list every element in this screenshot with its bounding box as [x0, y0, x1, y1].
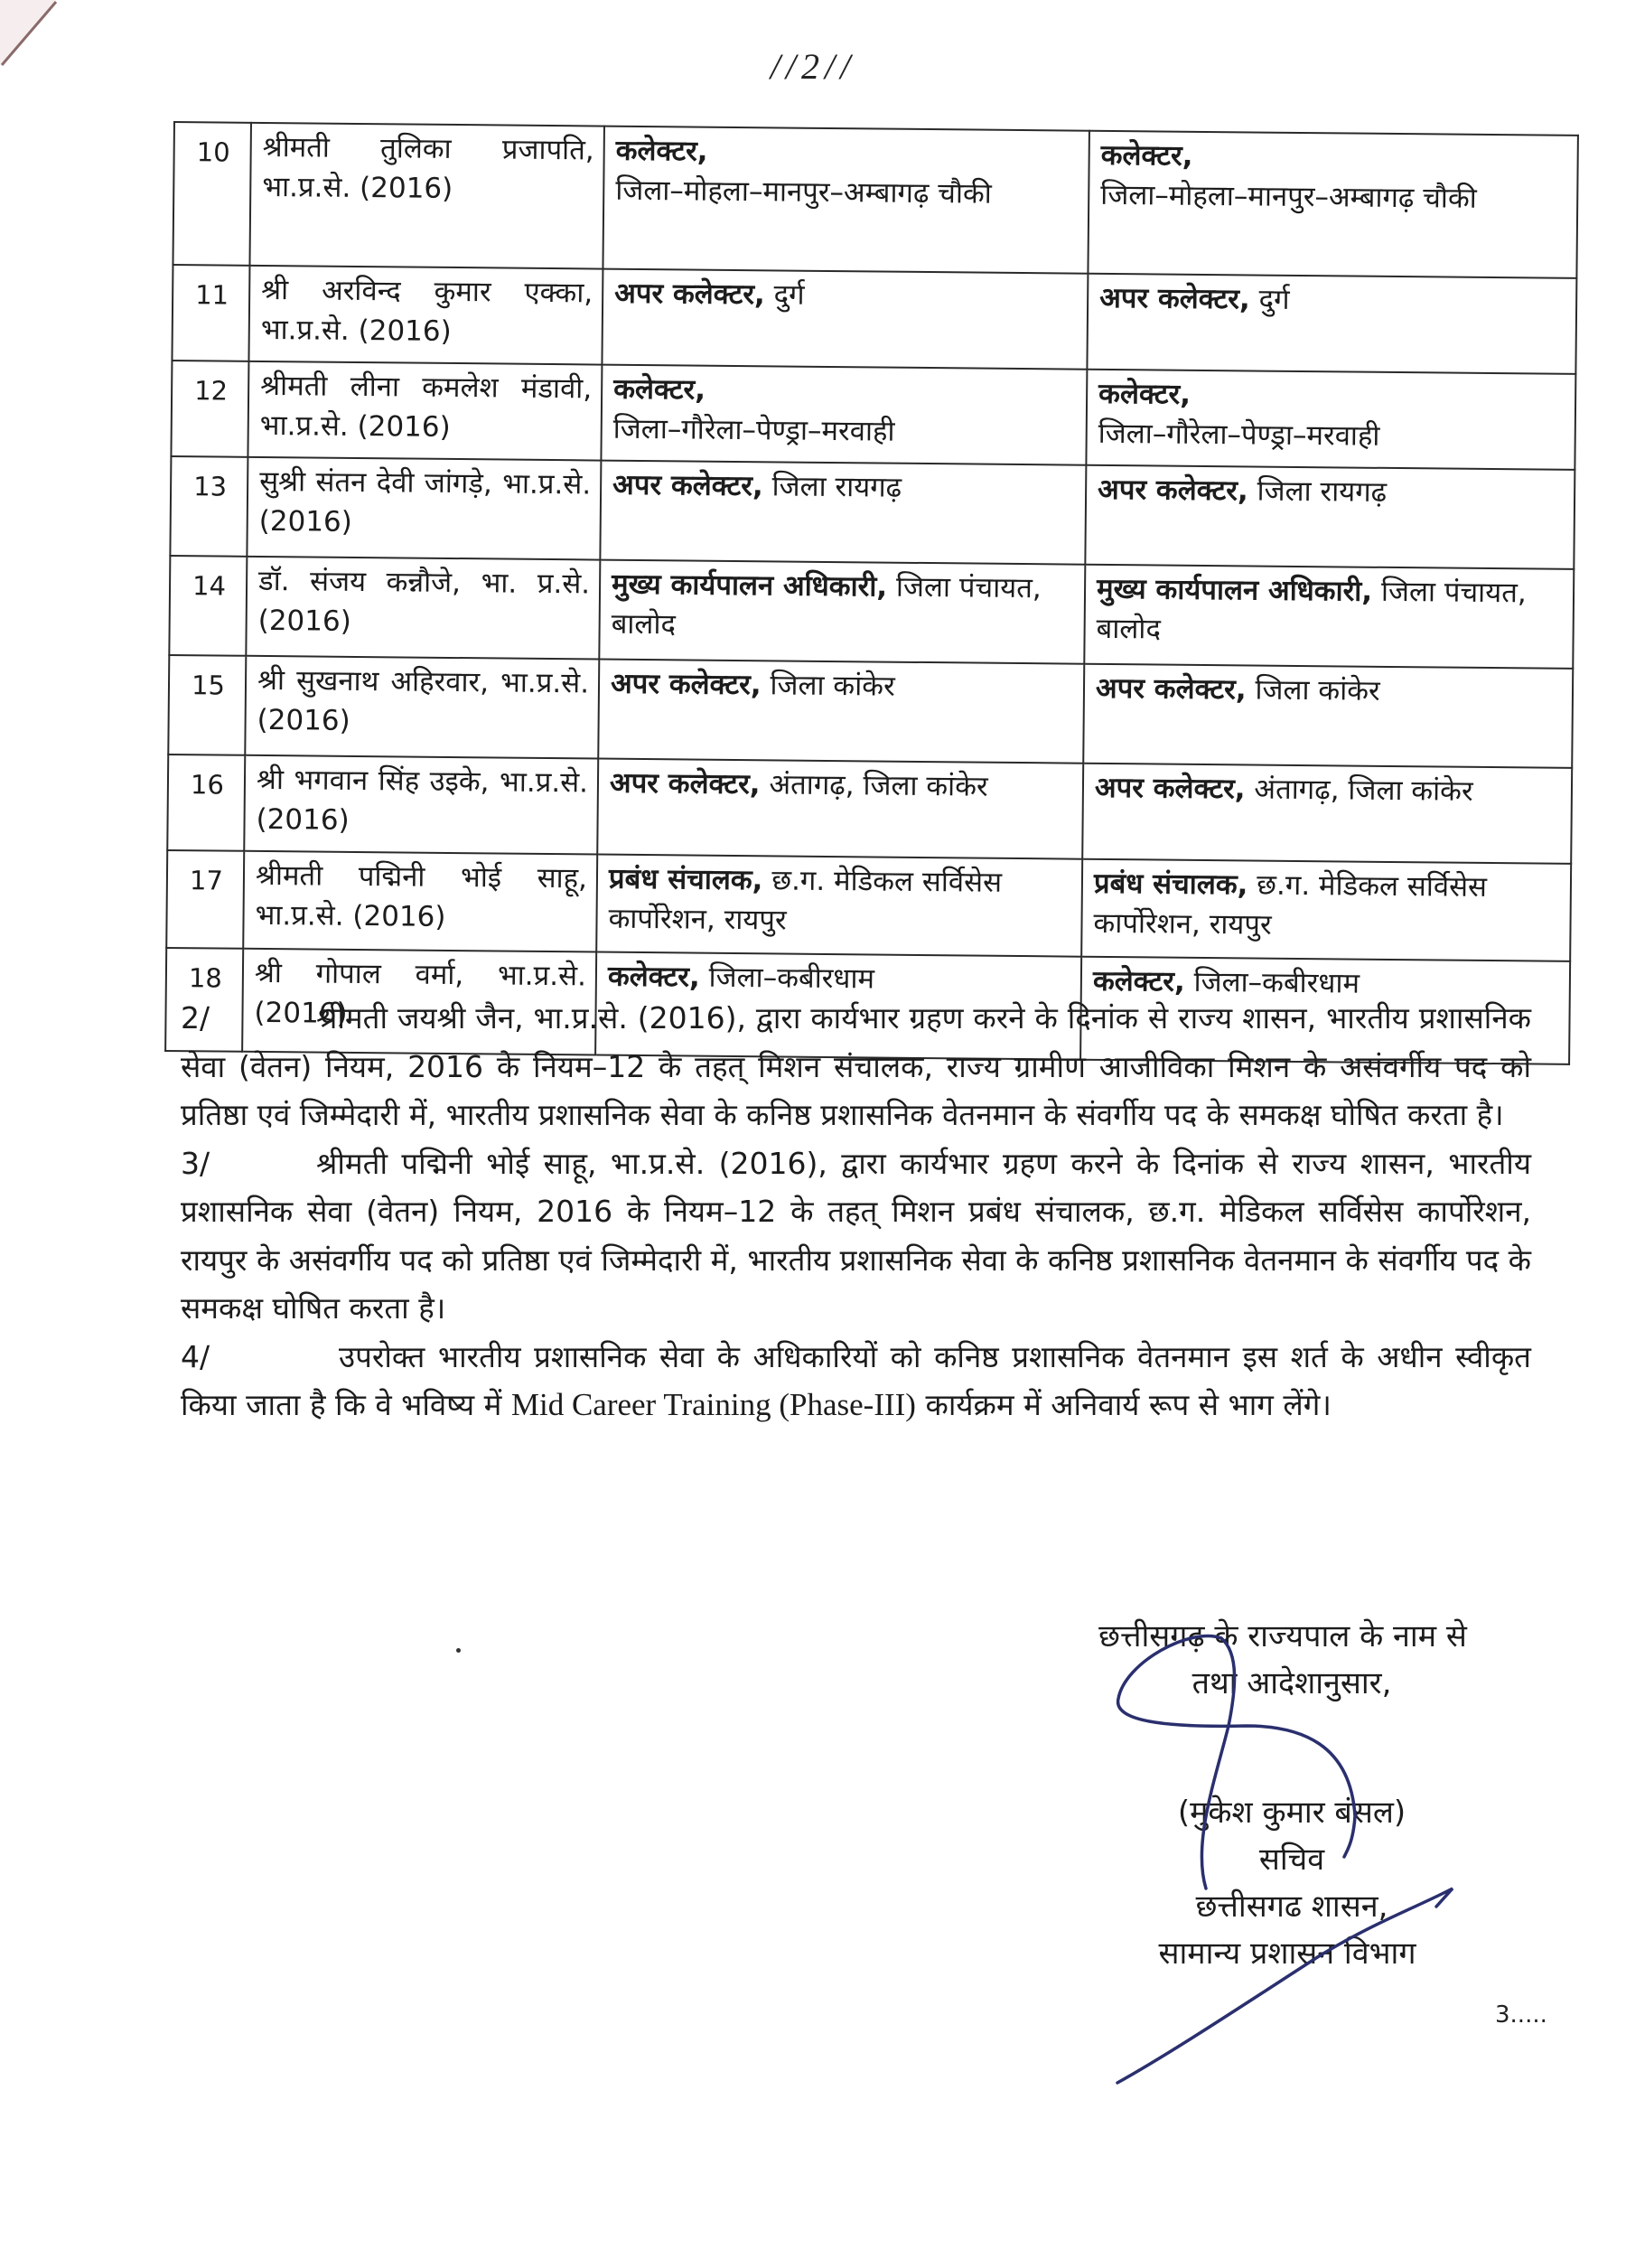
- serial-number-cell: 10: [173, 122, 251, 266]
- current-post-cell: [597, 759, 1083, 859]
- current-post-cell: [599, 560, 1085, 664]
- new-post-title: अपर कलेक्टर,: [1098, 281, 1250, 316]
- new-post-title: अपर कलेक्टर,: [1094, 771, 1246, 806]
- new-post-location: जिला रायगढ़: [1257, 474, 1388, 509]
- table-row: [170, 456, 1575, 569]
- officer-name-cell: श्रीमती पद्मिनी भोई साहू, भा.प्र.से. (2016): [243, 851, 597, 952]
- serial-number-cell: 16: [167, 754, 245, 851]
- current-post-location: जिला पंचायत, बालोद: [611, 570, 1042, 642]
- paragraph-text: उपरोक्त भारतीय प्रशासनिक सेवा के अधिकारियों को कनिष्ठ प्रशासनिक वेतनमान इस शर्त के अधीन स्वीकृत किया जाता है कि वे भविष्य में: [181, 1338, 1531, 1422]
- table-row: [169, 556, 1574, 669]
- officer-name-cell: श्रीमती लीना कमलेश मंडावी, भा.प्र.से. (2016): [248, 361, 602, 461]
- new-post-location: दुर्ग: [1258, 283, 1290, 316]
- new-post-location: अंतागढ़, जिला कांकेर: [1254, 773, 1473, 808]
- stray-ink-dot: [456, 1648, 461, 1653]
- current-post-title: कलेक्टर,: [613, 372, 706, 407]
- paragraph-3: [181, 1139, 1531, 1333]
- new-post-title: मुख्य कार्यपालन अधिकारी,: [1096, 572, 1373, 608]
- officer-name-cell: श्री भगवान सिंह उइके, भा.प्र.से. (2016): [244, 755, 598, 855]
- paragraph-number: 2/: [181, 1000, 210, 1036]
- current-post-cell: [603, 127, 1089, 274]
- new-post-cell: [1085, 465, 1575, 569]
- new-post-location: जिला–कबीरधाम: [1193, 965, 1360, 1000]
- current-post-location: छ.ग. मेडिकल सर्विसेस कार्पोरेशन, रायपुर: [608, 864, 1003, 937]
- serial-number-cell: 11: [172, 265, 249, 361]
- current-post-cell: [602, 269, 1088, 370]
- new-post-title: प्रबंध संचालक,: [1093, 867, 1248, 902]
- paragraph-number: 3/: [181, 1145, 210, 1181]
- page-number-mark: //2//: [770, 46, 856, 87]
- order-paragraphs: [181, 994, 1531, 1429]
- new-post-cell: [1087, 274, 1576, 374]
- current-post-cell: [601, 365, 1087, 465]
- new-post-location: जिला पंचायत, बालोद: [1096, 575, 1527, 646]
- paragraph-number: 4/: [181, 1338, 210, 1374]
- current-post-cell: [596, 855, 1082, 957]
- authority-line: छत्तीसगढ़ के राज्यपाल के नाम से: [1098, 1618, 1467, 1654]
- officer-name-cell: सुश्री संतन देवी जांगड़े, भा.प्र.से. (2016): [247, 457, 601, 560]
- table-row: [172, 265, 1576, 374]
- current-post-title: अपर कलेक्टर,: [610, 667, 762, 702]
- table-row: [166, 850, 1571, 961]
- current-post-location: जिला कांकेर: [770, 669, 895, 703]
- new-post-cell: [1082, 764, 1572, 864]
- new-post-title: कलेक्टर,: [1092, 964, 1185, 998]
- current-post-location: जिला रायगढ़: [771, 470, 902, 504]
- table-row: [167, 754, 1572, 864]
- signatory-designation: सचिव: [1258, 1842, 1325, 1878]
- current-post-title: मुख्य कार्यपालन अधिकारी,: [611, 567, 888, 604]
- officer-name-cell: श्रीमती तुलिका प्रजापति, भा.प्र.से. (2016): [249, 123, 603, 269]
- new-post-cell: [1081, 859, 1571, 961]
- current-post-location: जिला–गौरेला–पेण्ड्रा–मरवाही: [612, 412, 895, 448]
- paragraph-text: श्रीमती पद्मिनी भोई साहू, भा.प्र.से. (2016), द्वारा कार्यभार ग्रहण करने के दिनांक से राज्य शासन, भारतीय प्रशासनिक सेवा (वेतन) नियम, 2016 के नियम–12 के तहत् मिशन प्रबंध संचालक, छ.ग. मेडिकल सर्विसेस कार्पोरेशन, रायपुर के असंवर्गीय पद को प्रतिष्ठा एवं जिम्मेदारी में, भारतीय प्रशासनिक सेवा के कनिष्ठ प्रशासनिक वेतनमान के संवर्गीय पद के समकक्ष घोषित करता है।: [181, 1145, 1531, 1326]
- current-post-title: अपर कलेक्टर,: [609, 766, 761, 801]
- paragraph-text: श्रीमती जयश्री जैन, भा.प्र.से. (2016), द्वारा कार्यभार ग्रहण करने के दिनांक से राज्य शासन, भारतीय प्रशासनिक सेवा (वेतन) नियम, 2016 के नियम–12 के तहत् मिशन संचालक, राज्य ग्रामीण आजीविका मिशन के असंवर्गीय पद को प्रतिष्ठा एवं जिम्मेदारी में, भारतीय प्रशासनिक सेवा के कनिष्ठ प्रशासनिक वेतनमान के संवर्गीय पद के समकक्ष घोषित करता है।: [181, 1000, 1531, 1132]
- officer-posting-table: [164, 121, 1579, 1065]
- officer-name-cell: श्री सुखनाथ अहिरवार, भा.प्र.से. (2016): [245, 656, 599, 759]
- current-post-location: जिला–कबीरधाम: [708, 961, 875, 996]
- table-row: [171, 361, 1575, 470]
- current-post-location: अंतागढ़, जिला कांकेर: [769, 768, 988, 803]
- signatory-department: सामान्य प्रशासन विभाग: [1158, 1935, 1416, 1972]
- new-post-cell: [1086, 370, 1575, 470]
- serial-number-cell: 18: [165, 948, 243, 1052]
- new-post-location: छ.ग. मेडिकल सर्विसेस कार्पोरेशन, रायपुर: [1093, 868, 1488, 942]
- new-post-cell: [1088, 131, 1577, 278]
- new-post-location: जिला कांकेर: [1255, 673, 1380, 708]
- serial-number-cell: 13: [170, 456, 248, 557]
- table-row: [173, 122, 1577, 278]
- current-post-location: दुर्ग: [773, 278, 805, 312]
- serial-number-cell: 14: [169, 556, 247, 656]
- signatory-name: (मुकेश कुमार बंसल): [1177, 1795, 1406, 1831]
- current-post-cell: [600, 461, 1086, 565]
- new-post-location: जिला–मोहला–मानपुर–अम्बागढ़ चौकी: [1100, 178, 1477, 215]
- current-post-location: जिला–मोहला–मानपुर–अम्बागढ़ चौकी: [615, 173, 992, 211]
- officer-name-cell: श्री अरविन्द कुमार एक्का, भा.प्र.से. (2016): [248, 266, 603, 365]
- new-post-title: कलेक्टर,: [1098, 377, 1191, 411]
- paragraph-text-english: Mid Career Training (Phase-III): [510, 1387, 916, 1422]
- order-line: तथा आदेशानुसार,: [1191, 1665, 1392, 1701]
- new-post-cell: [1083, 664, 1573, 768]
- table-row: [168, 655, 1573, 768]
- current-post-cell: [598, 660, 1084, 764]
- serial-number-cell: 12: [171, 361, 248, 457]
- serial-number-cell: 17: [166, 850, 244, 949]
- new-post-title: कलेक्टर,: [1100, 138, 1193, 173]
- current-post-title: कलेक्टर,: [615, 134, 708, 168]
- current-post-title: अपर कलेक्टर,: [612, 468, 763, 503]
- paragraph-4: [181, 1333, 1531, 1429]
- new-post-cell: [1084, 565, 1574, 669]
- continuation-marker: 3.....: [1495, 2001, 1547, 2029]
- current-post-title: अपर कलेक्टर,: [614, 276, 765, 312]
- current-post-title: प्रबंध संचालक,: [608, 862, 763, 897]
- paragraph-2: [181, 994, 1531, 1139]
- officer-name-cell: श्री गोपाल वर्मा, भा.प्र.से. (2016): [242, 949, 596, 1055]
- officer-name-cell: डॉ. संजय कन्नौजे, भा. प्र.से. (2016): [246, 557, 600, 660]
- paragraph-text: कार्यक्रम में अनिवार्य रूप से भाग लेंगे।: [925, 1387, 1332, 1422]
- new-post-title: अपर कलेक्टर,: [1097, 473, 1248, 508]
- new-post-location: जिला–गौरेला–पेण्ड्रा–मरवाही: [1098, 417, 1380, 453]
- serial-number-cell: 15: [168, 655, 246, 755]
- signatory-government: छत्तीसगढ शासन,: [1195, 1888, 1388, 1925]
- current-post-title: कलेक्टर,: [607, 960, 700, 994]
- new-post-title: अपर कलेक्टर,: [1095, 671, 1247, 707]
